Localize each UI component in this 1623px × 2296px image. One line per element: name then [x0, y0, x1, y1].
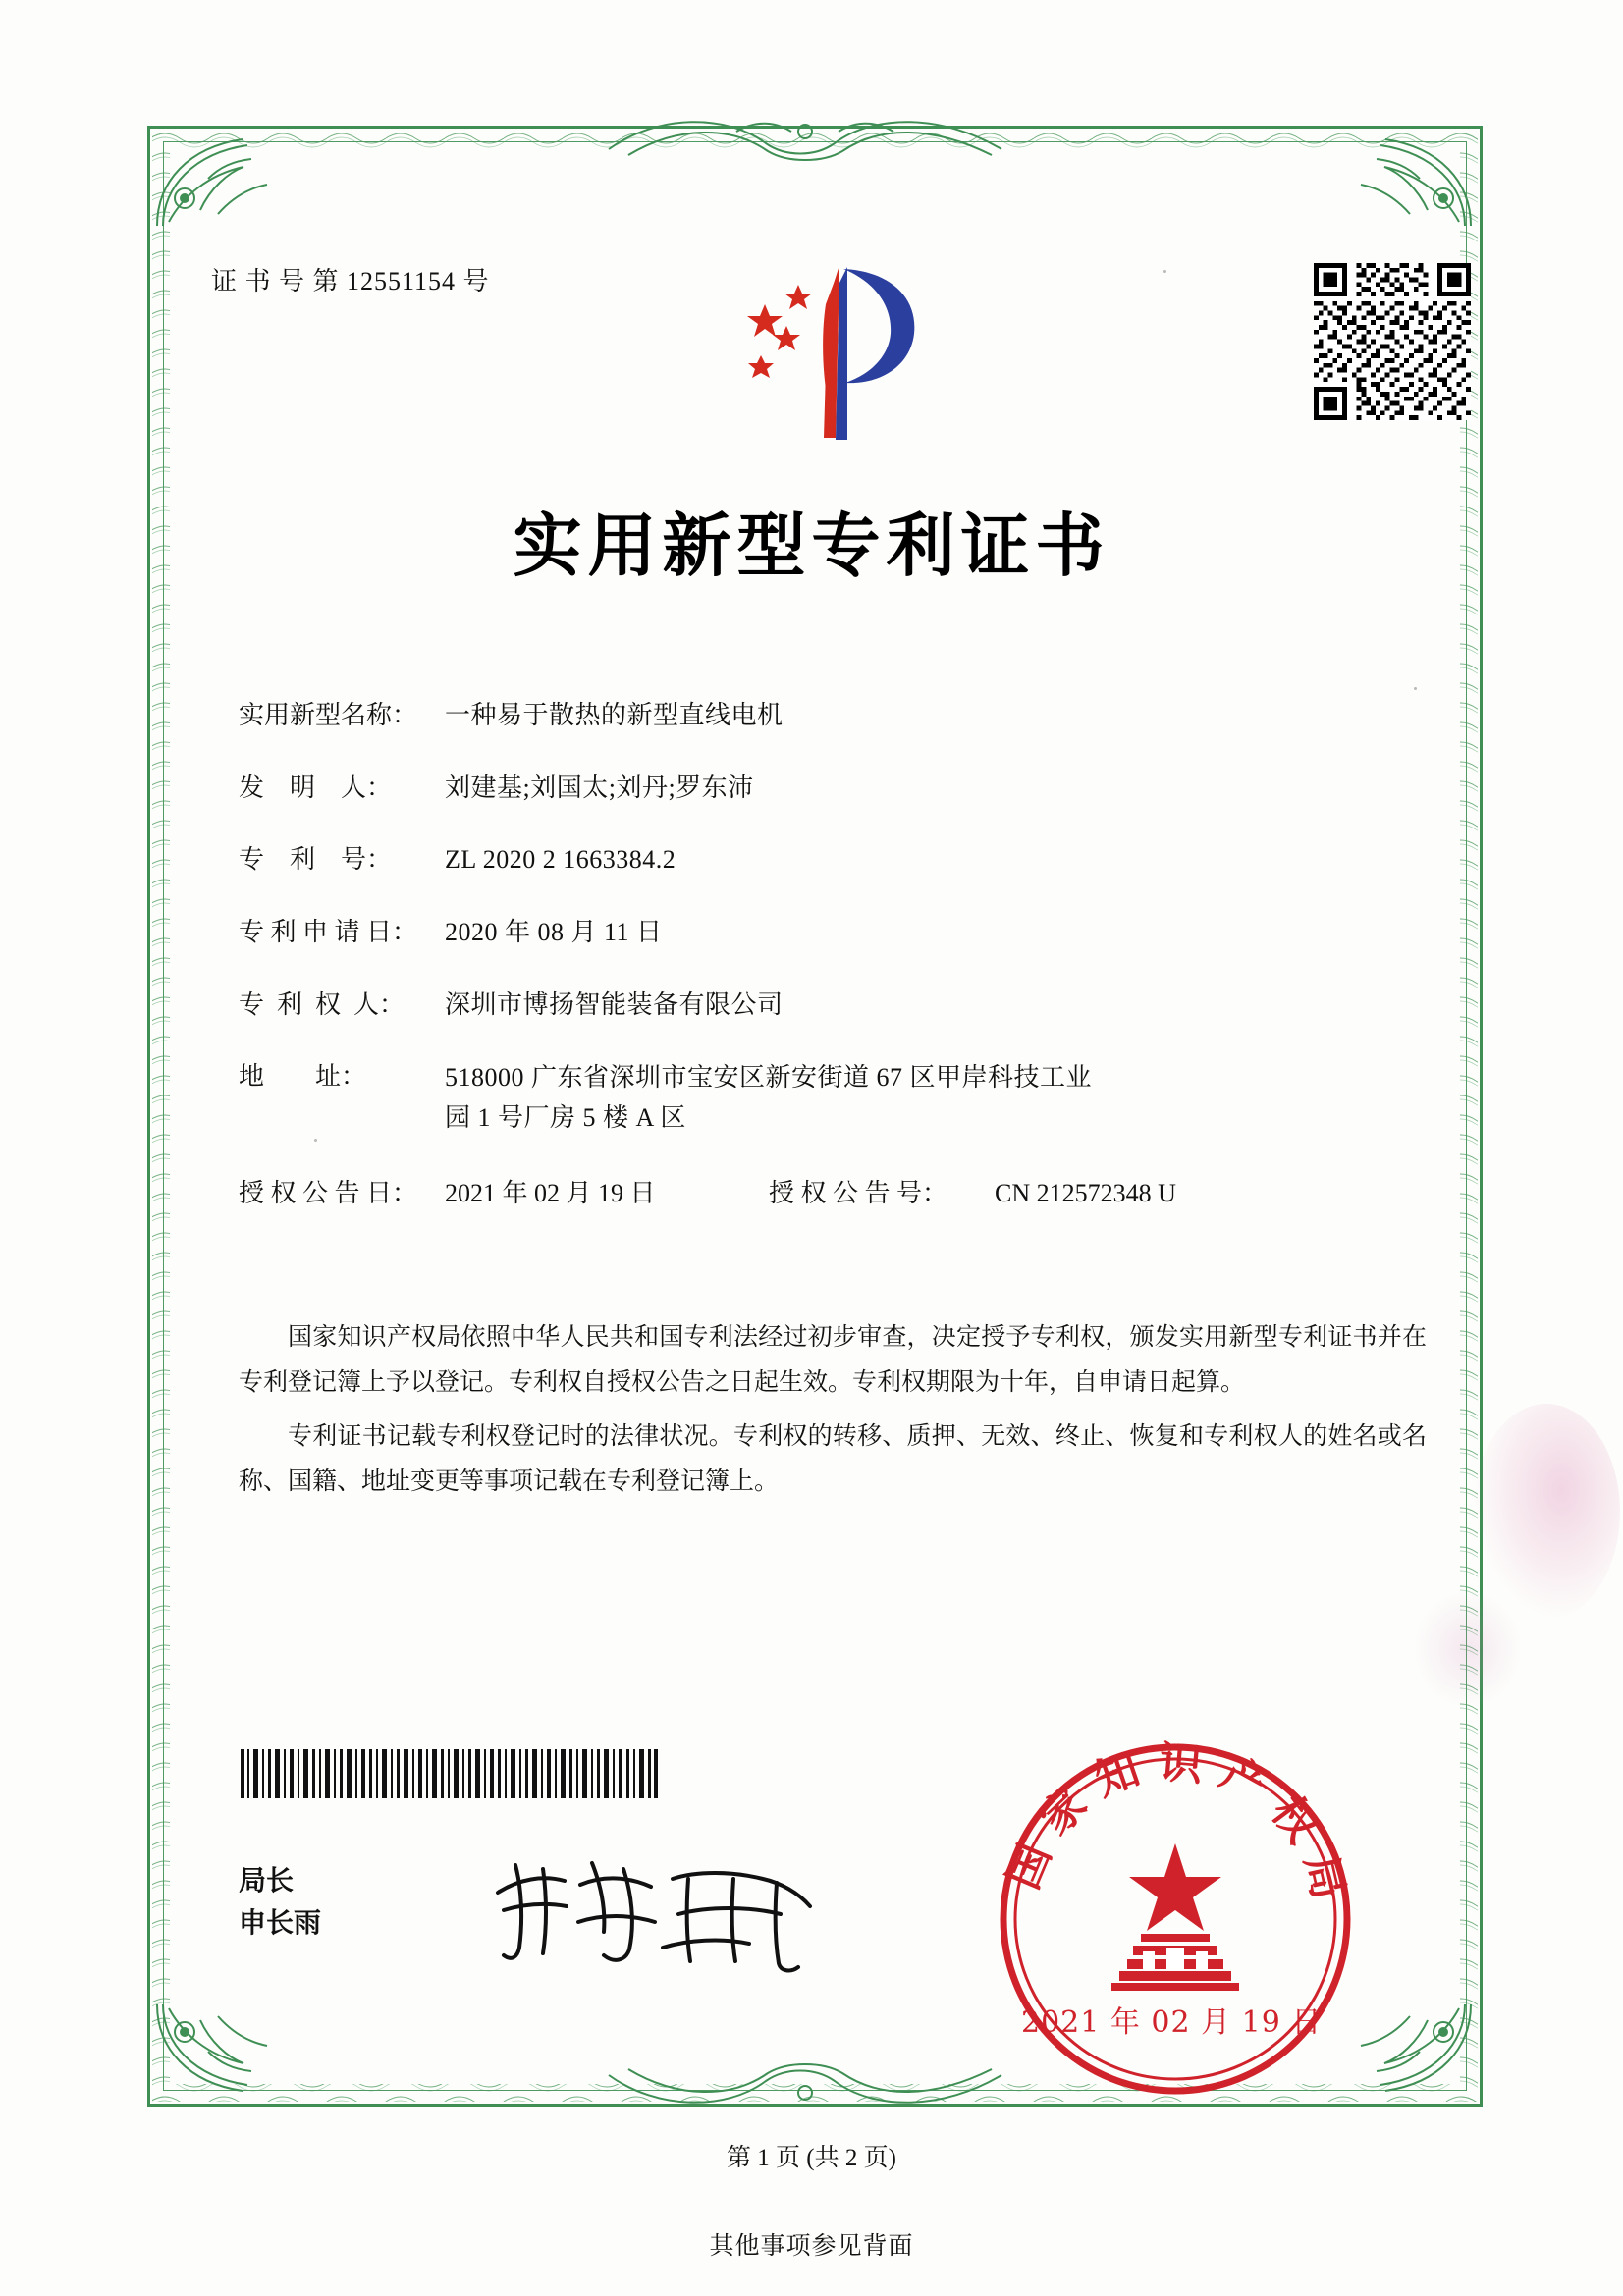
field-utility-model-name	[239, 697, 1417, 734]
field-value: 刘建基;刘国太;刘丹;罗东沛	[445, 773, 754, 802]
field-label: 地 址：	[239, 1062, 367, 1092]
paper-stain	[1473, 1404, 1620, 1620]
field-label: 实用新型名称：	[239, 701, 418, 729]
field-label: 专 利 号：	[239, 845, 393, 875]
back-side-note: 其他事项参见背面	[709, 2233, 914, 2260]
field-label: 专 利 申 请 日：	[239, 918, 418, 947]
field-value	[445, 1058, 1417, 1138]
field-patentee	[239, 987, 1417, 1024]
field-value: 一种易于散热的新型直线电机	[445, 701, 784, 729]
page-title: 实用新型专利证书	[513, 505, 1110, 586]
legal-paragraph-2: 专利证书记载专利权登记时的法律状况。专利权的转移、质押、无效、终止、恢复和专利权人的姓名或名称、国籍、地址变更等事项记载在专利登记簿上。	[239, 1423, 1427, 1495]
field-value: 深圳市博扬智能装备有限公司	[445, 989, 784, 1019]
director-title: 局长	[239, 1866, 295, 1896]
field-grant-row	[239, 1173, 1417, 1209]
seal-text: 国家知识产权局	[998, 1737, 1357, 1919]
field-address	[239, 1058, 1417, 1138]
seal-date: 2021 年 02 月 19 日	[1021, 2005, 1323, 2040]
certificate-number: 证 书 号 第 12551154 号	[211, 267, 490, 295]
cnipa-patent-logo-icon	[722, 253, 938, 450]
field-value: 2020 年 08 月 11 日	[445, 918, 663, 947]
address-line-2: 园 1 号厂房 5 楼 A 区	[445, 1102, 686, 1132]
field-label: 发 明 人：	[239, 773, 393, 802]
handwritten-signature	[486, 1845, 839, 1973]
fields-block	[239, 697, 1417, 1229]
signature-block	[239, 1860, 321, 1946]
grant-number-label: 授 权 公 告 号：	[769, 1179, 948, 1208]
field-inventors	[239, 770, 1417, 807]
grant-number-value: CN 212572348 U	[995, 1179, 1176, 1208]
field-patent-number	[239, 841, 1417, 879]
director-name: 申长雨	[239, 1908, 322, 1940]
address-line-1: 518000 广东省深圳市宝安区新安街道 67 区甲岸科技工业	[445, 1063, 1093, 1093]
grant-date-label: 授 权 公 告 日：	[239, 1179, 418, 1208]
legal-paragraph-1: 国家知识产权局依照中华人民共和国专利法经过初步审查，决定授予专利权，颁发实用新型专利证书并在专利登记簿上予以登记。专利权自授权公告之日起生效。专利权期限为十年，自申请日起算。	[239, 1324, 1427, 1396]
page-number: 第 1 页 (共 2 页)	[727, 2145, 896, 2171]
legal-text-block	[239, 1315, 1427, 1514]
field-application-date	[239, 914, 1417, 951]
barcode	[241, 1749, 658, 1798]
official-seal	[994, 1737, 1357, 2101]
qr-code	[1314, 263, 1471, 420]
field-value: ZL 2020 2 1663384.2	[445, 845, 676, 875]
grant-date-value: 2021 年 02 月 19 日	[445, 1179, 656, 1208]
field-label: 专 利 权 人：	[239, 989, 406, 1019]
